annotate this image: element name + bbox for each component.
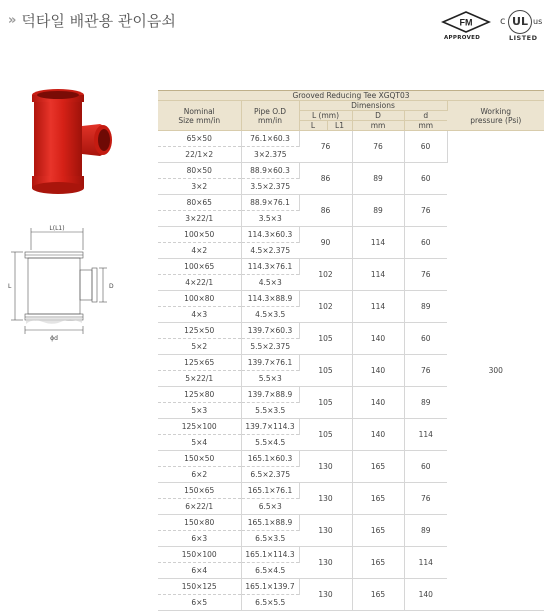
dim-d-small-value: 114 — [404, 547, 447, 579]
nominal-size-inch: 22/1×2 — [158, 147, 241, 163]
pipe-od-inch: 6.5×3.5 — [241, 531, 299, 547]
dim-d-small-value: 89 — [404, 387, 447, 419]
nominal-size-inch: 6×22/1 — [158, 499, 241, 515]
fm-approved-label: APPROVED — [444, 35, 481, 41]
dim-d-value: 165 — [352, 515, 404, 547]
dim-d-small-value: 89 — [404, 515, 447, 547]
dim-d-value: 89 — [352, 195, 404, 227]
dim-l-value: 105 — [299, 419, 352, 451]
dim-d-label: D — [109, 283, 114, 290]
ul-listed-logo — [500, 8, 542, 42]
nominal-size-mm: 100×50 — [158, 227, 241, 243]
dim-l-value: 90 — [299, 227, 352, 259]
nominal-size-inch: 3×22/1 — [158, 211, 241, 227]
nominal-size-inch: 6×4 — [158, 563, 241, 579]
nominal-size-inch: 5×4 — [158, 435, 241, 451]
ul-circle-icon: UL — [508, 10, 532, 34]
dimension-drawing — [3, 222, 121, 350]
table-title: Grooved Reducing Tee XGQT03 — [158, 91, 544, 101]
nominal-size-inch: 4×3 — [158, 307, 241, 323]
nominal-size-mm: 125×100 — [158, 419, 241, 435]
nominal-size-mm: 150×80 — [158, 515, 241, 531]
ul-listed-label: LISTED — [509, 34, 538, 42]
pipe-od-mm: 139.7×76.1 — [241, 355, 299, 371]
nominal-size-inch: 5×3 — [158, 403, 241, 419]
dim-d-small-value: 60 — [404, 323, 447, 355]
dim-d-value: 140 — [352, 323, 404, 355]
nominal-size-mm: 150×65 — [158, 483, 241, 499]
dim-d-small-value: 140 — [404, 579, 447, 611]
nominal-size-mm: 125×65 — [158, 355, 241, 371]
dim-phi-label: ϕd — [50, 335, 58, 342]
nominal-size-inch: 6×3 — [158, 531, 241, 547]
nominal-size-inch: 6×5 — [158, 595, 241, 611]
dim-l-value: 105 — [299, 323, 352, 355]
dim-l-value: 102 — [299, 259, 352, 291]
pipe-od-inch: 3.5×2.375 — [241, 179, 299, 195]
chevron-right-icon: » — [8, 12, 14, 28]
nominal-size-mm: 150×100 — [158, 547, 241, 563]
pipe-od-inch: 3×2.375 — [241, 147, 299, 163]
nominal-size-mm: 125×50 — [158, 323, 241, 339]
dim-d-value: 165 — [352, 451, 404, 483]
dim-l-value: 130 — [299, 451, 352, 483]
pipe-od-mm: 114.3×88.9 — [241, 291, 299, 307]
nominal-size-mm: 65×50 — [158, 131, 241, 147]
pipe-od-mm: 139.7×60.3 — [241, 323, 299, 339]
pipe-od-mm: 88.9×76.1 — [241, 195, 299, 211]
pipe-od-mm: 139.7×114.3 — [241, 419, 299, 435]
pipe-od-inch: 4.5×2.375 — [241, 243, 299, 259]
pipe-od-inch: 6.5×4.5 — [241, 563, 299, 579]
working-pressure-value: 300 — [447, 131, 544, 611]
dim-l-value: 86 — [299, 195, 352, 227]
dim-l-value: 130 — [299, 547, 352, 579]
dim-l-value: 130 — [299, 515, 352, 547]
pipe-od-mm: 165.1×139.7 — [241, 579, 299, 595]
dim-d-small-value: 76 — [404, 259, 447, 291]
dim-l-value: 130 — [299, 483, 352, 515]
nominal-size-mm: 125×80 — [158, 387, 241, 403]
col-nominal-size: Nominal Size mm/in — [158, 101, 241, 131]
pipe-od-inch: 6.5×3 — [241, 499, 299, 515]
spec-table — [158, 91, 544, 611]
pipe-od-inch: 5.5×3.5 — [241, 403, 299, 419]
nominal-size-inch: 3×2 — [158, 179, 241, 195]
page-title: 덕타일 배관용 관이음쇠 — [21, 11, 176, 30]
fm-approved-logo — [440, 11, 492, 45]
dim-d-value: 140 — [352, 419, 404, 451]
dim-l-value: 86 — [299, 163, 352, 195]
dim-d-small-value: 76 — [404, 355, 447, 387]
nominal-size-inch: 5×2 — [158, 339, 241, 355]
pipe-od-mm: 165.1×76.1 — [241, 483, 299, 499]
dim-l-label: L — [8, 283, 12, 290]
dim-d-small-value: 60 — [404, 227, 447, 259]
dim-d-value: 165 — [352, 547, 404, 579]
pipe-od-mm: 139.7×88.9 — [241, 387, 299, 403]
dim-d-value: 114 — [352, 291, 404, 323]
pipe-od-mm: 165.1×60.3 — [241, 451, 299, 467]
dim-d-small-value: 60 — [404, 163, 447, 195]
col-working-pressure: Working pressure (Psi) — [447, 101, 544, 131]
col-d-small: d — [404, 111, 447, 121]
dim-d-small-value: 76 — [404, 195, 447, 227]
dim-d-value: 140 — [352, 355, 404, 387]
nominal-size-inch: 5×22/1 — [158, 371, 241, 387]
pipe-od-mm: 165.1×114.3 — [241, 547, 299, 563]
nominal-size-inch: 4×22/1 — [158, 275, 241, 291]
pipe-od-mm: 114.3×76.1 — [241, 259, 299, 275]
dim-d-value: 165 — [352, 483, 404, 515]
dim-d-small-value: 114 — [404, 419, 447, 451]
col-d: D — [352, 111, 404, 121]
dim-d-value: 114 — [352, 259, 404, 291]
dim-d-value: 114 — [352, 227, 404, 259]
pipe-od-inch: 3.5×3 — [241, 211, 299, 227]
nominal-size-mm: 80×65 — [158, 195, 241, 211]
dim-l-l1-label: L(L1) — [49, 225, 65, 232]
ul-c-mark: c — [500, 16, 506, 27]
reducing-tee-photo — [12, 86, 122, 206]
nominal-size-mm: 80×50 — [158, 163, 241, 179]
dim-d-value: 165 — [352, 579, 404, 611]
svg-text:FM: FM — [459, 17, 473, 28]
dim-d-small-value: 60 — [404, 131, 447, 163]
pipe-od-inch: 5.5×3 — [241, 371, 299, 387]
col-l-mm: L (mm) — [299, 111, 352, 121]
sub-mm-d: mm — [352, 121, 404, 131]
pipe-od-inch: 6.5×5.5 — [241, 595, 299, 611]
dim-d-value: 89 — [352, 163, 404, 195]
col-dimensions: Dimensions — [299, 101, 447, 111]
table-row — [158, 131, 544, 147]
pipe-od-mm: 114.3×60.3 — [241, 227, 299, 243]
nominal-size-mm: 150×125 — [158, 579, 241, 595]
pipe-od-inch: 4.5×3 — [241, 275, 299, 291]
nominal-size-mm: 150×50 — [158, 451, 241, 467]
dim-d-value: 76 — [352, 131, 404, 163]
dim-l-value: 76 — [299, 131, 352, 163]
pipe-od-inch: 6.5×2.375 — [241, 467, 299, 483]
pipe-od-mm: 88.9×60.3 — [241, 163, 299, 179]
sub-mm-d2: mm — [404, 121, 447, 131]
dim-l-value: 105 — [299, 355, 352, 387]
dim-d-value: 140 — [352, 387, 404, 419]
dim-d-small-value: 89 — [404, 291, 447, 323]
dim-d-small-value: 60 — [404, 451, 447, 483]
ul-us-mark: us — [533, 17, 543, 26]
page-header — [8, 8, 176, 32]
dim-l-value: 102 — [299, 291, 352, 323]
pipe-od-inch: 4.5×3.5 — [241, 307, 299, 323]
nominal-size-inch: 4×2 — [158, 243, 241, 259]
col-pipe-od: Pipe O.D mm/in — [241, 101, 299, 131]
dim-l-value: 105 — [299, 387, 352, 419]
pipe-od-mm: 76.1×60.3 — [241, 131, 299, 147]
dim-d-small-value: 76 — [404, 483, 447, 515]
pipe-od-mm: 165.1×88.9 — [241, 515, 299, 531]
dim-l-value: 130 — [299, 579, 352, 611]
pipe-od-inch: 5.5×2.375 — [241, 339, 299, 355]
sub-l1: L1 — [327, 121, 352, 131]
sub-l: L — [299, 121, 327, 131]
nominal-size-inch: 6×2 — [158, 467, 241, 483]
nominal-size-mm: 100×65 — [158, 259, 241, 275]
nominal-size-mm: 100×80 — [158, 291, 241, 307]
pipe-od-inch: 5.5×4.5 — [241, 435, 299, 451]
